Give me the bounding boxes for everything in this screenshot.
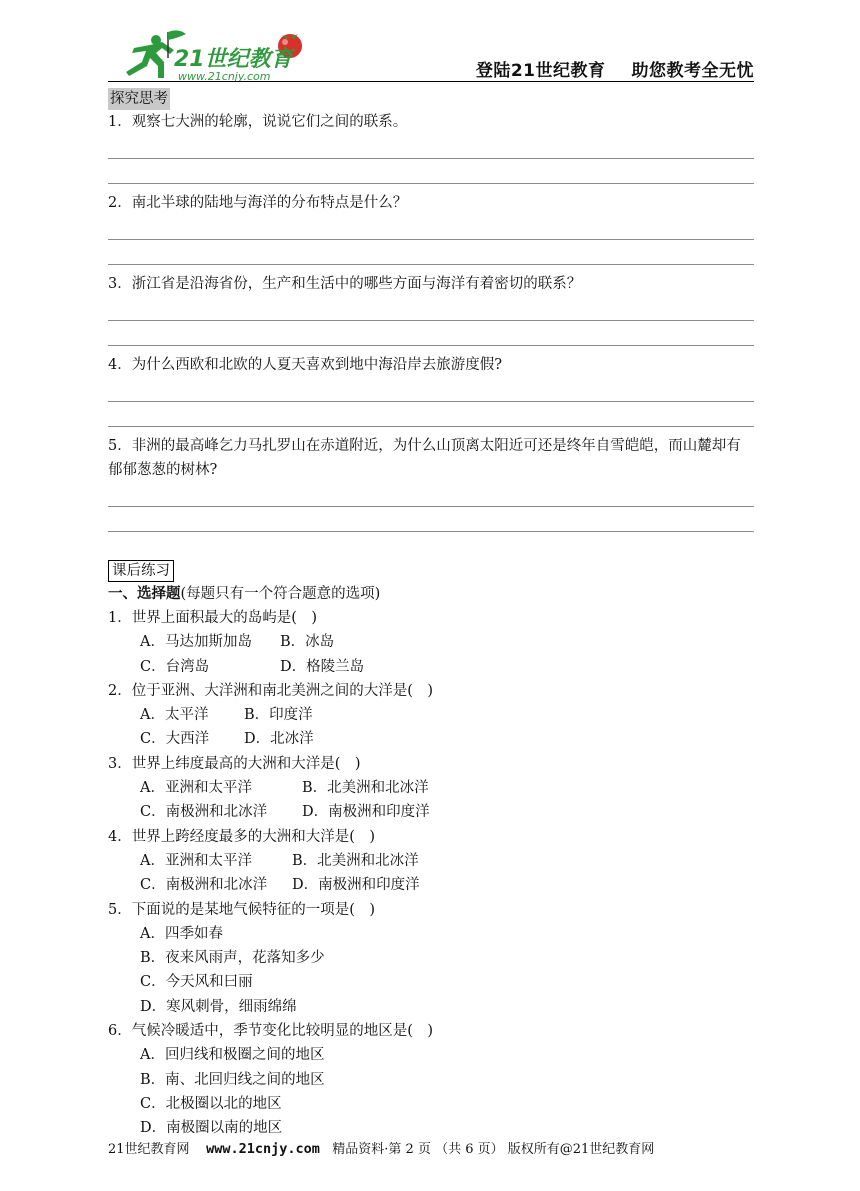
option-row	[108, 630, 754, 654]
option-row	[108, 703, 754, 727]
section-note: (每题只有一个符合题意的选项)	[180, 586, 381, 602]
choice-option: A．亚洲和太平洋	[140, 852, 252, 869]
option-row	[108, 946, 754, 970]
section-title: 一、选择题	[108, 585, 181, 602]
footer-url: www.21cnjy.com	[206, 1141, 320, 1157]
question-4: 4．世界上跨经度最多的大洲和大洋是( )	[108, 828, 376, 845]
choice-option: D．南极洲和印度洋	[302, 804, 430, 821]
answer-line	[108, 402, 754, 427]
choice-option: C．大西洋	[140, 731, 210, 748]
question-5: 5．下面说的是某地气候特征的一项是( )	[108, 901, 376, 918]
answer-line	[108, 482, 754, 507]
question-1: 1．世界上面积最大的岛屿是( )	[108, 610, 318, 626]
choice-option: A．太平洋	[140, 707, 209, 724]
answer-line	[108, 321, 754, 346]
choice-option: A．亚洲和太平洋	[140, 780, 252, 797]
answer-line	[108, 134, 754, 159]
choice-option: A．四季如春	[140, 925, 223, 942]
choice-option: A．回归线和极圈之间的地区	[140, 1047, 325, 1064]
option-row	[108, 873, 754, 897]
practice-section-label: 课后练习	[108, 560, 174, 582]
page-content	[108, 88, 754, 1141]
choice-option: B．南、北回归线之间的地区	[140, 1071, 325, 1088]
choice-option: D．北冰洋	[244, 731, 314, 748]
choice-option: C．北极圈以北的地区	[140, 1095, 282, 1112]
footer-text: 精品资料·第 2 页 （共 6 页） 版权所有@21世纪教育网	[332, 1142, 655, 1157]
answer-line	[108, 507, 754, 532]
logo-text: 21世纪教育	[174, 47, 293, 72]
option-row	[108, 776, 754, 800]
header-slogan	[476, 56, 754, 81]
option-row	[108, 995, 754, 1019]
choice-option: B．北美洲和北冰洋	[302, 780, 429, 797]
question-list	[108, 606, 754, 1141]
multiple-choice-heading	[108, 582, 754, 606]
site-logo	[112, 28, 312, 84]
option-row	[108, 1043, 754, 1067]
answer-line	[108, 377, 754, 402]
answer-line	[108, 240, 754, 265]
option-row	[108, 800, 754, 824]
header-divider	[108, 81, 754, 82]
logo-url: www.21cnjy.com	[178, 70, 271, 83]
question-3: 3．世界上纬度最高的大洲和大洋是( )	[108, 755, 361, 772]
explore-question-2: 2．南北半球的陆地与海洋的分布特点是什么？	[108, 195, 408, 211]
choice-option: A．马达加斯加岛	[140, 634, 252, 651]
choice-option: B．冰岛	[280, 634, 335, 651]
explore-question-3: 3．浙江省是沿海省份，生产和生活中的哪些方面与海洋有着密切的联系？	[108, 276, 582, 292]
explore-question-5: 5．非洲的最高峰乞力马扎罗山在赤道附近，为什么山顶离太阳近可还是终年自雪皑皑，而山麓却有郁郁葱葱的树林?	[108, 438, 741, 478]
option-row	[108, 849, 754, 873]
explore-question-1: 1．观察七大洲的轮廓，说说它们之间的联系。	[108, 114, 408, 130]
option-row	[108, 1116, 754, 1140]
slogan-right: 助您教考全无忧	[631, 61, 754, 81]
choice-option: D．南极洲和印度洋	[292, 877, 420, 894]
choice-option: C．台湾岛	[140, 658, 210, 675]
option-row	[108, 655, 754, 679]
choice-option: B．夜来风雨声，花落知多少	[140, 950, 325, 967]
option-row	[108, 970, 754, 994]
answer-line	[108, 296, 754, 321]
answer-line	[108, 159, 754, 184]
answer-line	[108, 215, 754, 240]
choice-option: B．北美洲和北冰洋	[292, 852, 419, 869]
choice-option: D．寒风刺骨，细雨绵绵	[140, 998, 297, 1015]
question-6: 6．气候冷暖适中，季节变化比较明显的地区是( )	[108, 1023, 434, 1040]
option-row	[108, 1068, 754, 1092]
question-2: 2．位于亚洲、大洋洲和南北美洲之间的大洋是( )	[108, 682, 434, 699]
choice-option: C．南极洲和北冰洋	[140, 877, 268, 894]
page-footer	[108, 1138, 654, 1157]
footer-site: 21世纪教育网	[108, 1142, 190, 1157]
runner-figure-icon	[126, 35, 174, 78]
choice-option: C．今天风和曰丽	[140, 974, 253, 991]
explore-question-4: 4．为什么西欧和北欧的人夏天喜欢到地中海沿岸去旅游度假?	[108, 357, 502, 373]
option-row	[108, 727, 754, 751]
choice-option: B．印度洋	[244, 707, 313, 724]
choice-option: D．南极圈以南的地区	[140, 1120, 283, 1137]
choice-option: D．格陵兰岛	[280, 658, 365, 675]
slogan-left: 登陆21世纪教育	[475, 61, 606, 81]
explore-section-label: 探究思考	[108, 88, 170, 110]
choice-option: C．南极洲和北冰洋	[140, 804, 268, 821]
option-row	[108, 1092, 754, 1116]
option-row	[108, 922, 754, 946]
